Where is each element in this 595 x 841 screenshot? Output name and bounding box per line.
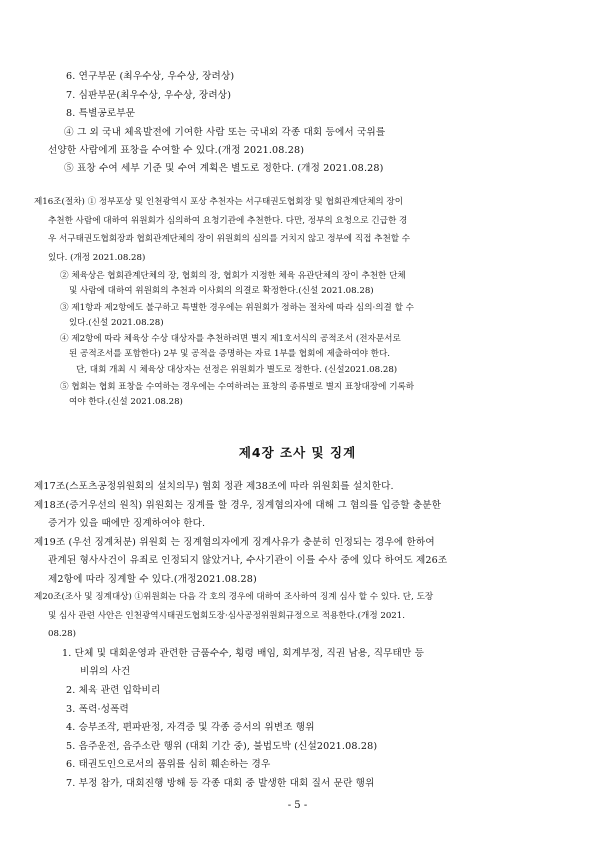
clause-other-contributors-cont: 선양한 사람에게 표창을 수여할 수 있다.(개정 2021.08.28) (48, 145, 305, 156)
article-16-clause-4-cont: 된 공적조서를 포함한다) 2부 및 공적을 증명하는 자료 1부를 협회에 제출하여야 한다. (69, 349, 391, 359)
award-category-referee: 7. 심판부문(최우수상, 우수상, 장려상) (66, 90, 232, 101)
page-number: - 5 - (287, 800, 308, 811)
list-item: 5. 음주운전, 음주소란 행위 (대회 기간 중), 불법도박 (신설2021.08.28) (66, 741, 378, 752)
list-item: 7. 부정 참가, 대회진행 방해 등 각종 대회 중 발생한 대회 질서 문란 행위 (66, 778, 375, 789)
article-16-text: 있다. (개정 2021.08.28) (48, 253, 146, 263)
article-17: 제17조(스포츠공정위원회의 설치의무) 협회 정관 제38조에 따라 위원회를 설치한다. (34, 481, 394, 492)
article-16-clause-4: ④ 제2항에 따라 체육상 수상 대상자를 추천하려면 별지 제1호서식의 공적조서 (전자문서로 (60, 334, 401, 344)
article-16-heading: 제16조(절차) ① 정부포상 및 인천광역시 포상 추천자는 서구태권도협회장 및 협회관계단체의 장이 (34, 197, 404, 207)
list-item: 4. 승부조작, 편파판정, 자격증 및 각종 증서의 위변조 행위 (66, 722, 315, 733)
list-item: 3. 폭력·성폭력 (66, 704, 129, 715)
article-16-clause-4-note: 단, 대회 개최 시 체육상 대상자는 선정은 위원회가 별도로 정한다. (신설2021.08.28) (76, 365, 398, 375)
article-16-clause-3-cont: 있다.(신설 2021.08.28) (69, 318, 164, 328)
article-20-cont: 및 심사 관련 사안은 인천광역시태권도협회도장·심사공정위원회규정으로 적용한다.(개정 2021. (48, 611, 405, 621)
award-category-research: 6. 연구부문 (최우수상, 우수상, 장려상) (66, 71, 235, 82)
list-item: 2. 체육 관련 입학비리 (66, 685, 161, 696)
award-category-special: 8. 특별공로부문 (66, 108, 136, 119)
article-16-clause-5-cont: 여야 한다.(신설 2021.08.28) (69, 397, 183, 407)
article-19-cont: 제2항에 따라 징계할 수 있다.(개정2021.08.28) (48, 574, 257, 585)
article-16-text: 추천한 사람에 대하여 위원회가 심의하여 요청기관에 추천한다. 다만, 정부의 요청으로 긴급한 경 (48, 216, 408, 226)
article-18: 제18조(증거우선의 원칙) 위원회는 징계를 할 경우, 징계혐의자에 대해 그 혐의를 입증할 충분한 (34, 500, 442, 511)
article-16-clause-2: ② 체육상은 협회관계단체의 장, 협회의 장, 협회가 지정한 체육 유관단체의 장이 추천한 단체 (60, 271, 406, 281)
list-item-cont: 비위의 사건 (80, 666, 131, 677)
list-item: 1. 단체 및 대회운영과 관련한 금품수수, 횡령 배임, 회계부정, 직권 남용, 직무태만 등 (62, 648, 425, 659)
article-19-cont: 관계된 형사사건이 유죄로 인정되지 않았거나, 수사기관이 이를 수사 중에 있다 하여도 제26조 (48, 555, 448, 566)
article-16-text: 우 서구태권도협회장과 협회관계단체의 장이 위원회의 심의를 거치지 않고 정부에 직접 추천할 수 (48, 234, 411, 244)
clause-award-criteria: ⑤ 표창 수여 세부 기준 및 수여 계획은 별도로 정한다. (개정 2021.08.28) (64, 163, 384, 174)
article-16-clause-3: ③ 제1항과 제2항에도 불구하고 특별한 경우에는 위원회가 정하는 절차에 따라 심의·의결 할 수 (60, 303, 414, 313)
article-20: 제20조(조사 및 징계대상) ①위원회는 다음 각 호의 경우에 대하여 조사하여 징계 심사 할 수 있다. 단, 도장 (34, 592, 434, 602)
article-18-cont: 증거가 있을 때에만 징계하여야 한다. (48, 518, 206, 529)
article-16-clause-5: ⑤ 협회는 협회 표창을 수여하는 경우에는 수여하려는 표창의 종류별로 별지 표창대장에 기록하 (60, 382, 415, 392)
chapter-title: 제4장 조사 및 징계 (238, 445, 357, 460)
list-item: 6. 태권도인으로서의 품위를 심히 훼손하는 경우 (66, 759, 271, 770)
article-19: 제19조 (우선 징계처분) 위원회 는 징계혐의자에게 징계사유가 충분히 인정되는 경우에 한하여 (34, 537, 435, 548)
article-16-clause-2-cont: 및 사람에 대하여 위원회의 추천과 이사회의 의결로 확정한다.(신설 2021.08.28) (69, 286, 374, 296)
clause-other-contributors: ④ 그 외 국내 체육발전에 기여한 사람 또는 국내외 각종 대회 등에서 국위를 (64, 127, 386, 138)
article-20-cont: 08.28) (48, 629, 76, 639)
